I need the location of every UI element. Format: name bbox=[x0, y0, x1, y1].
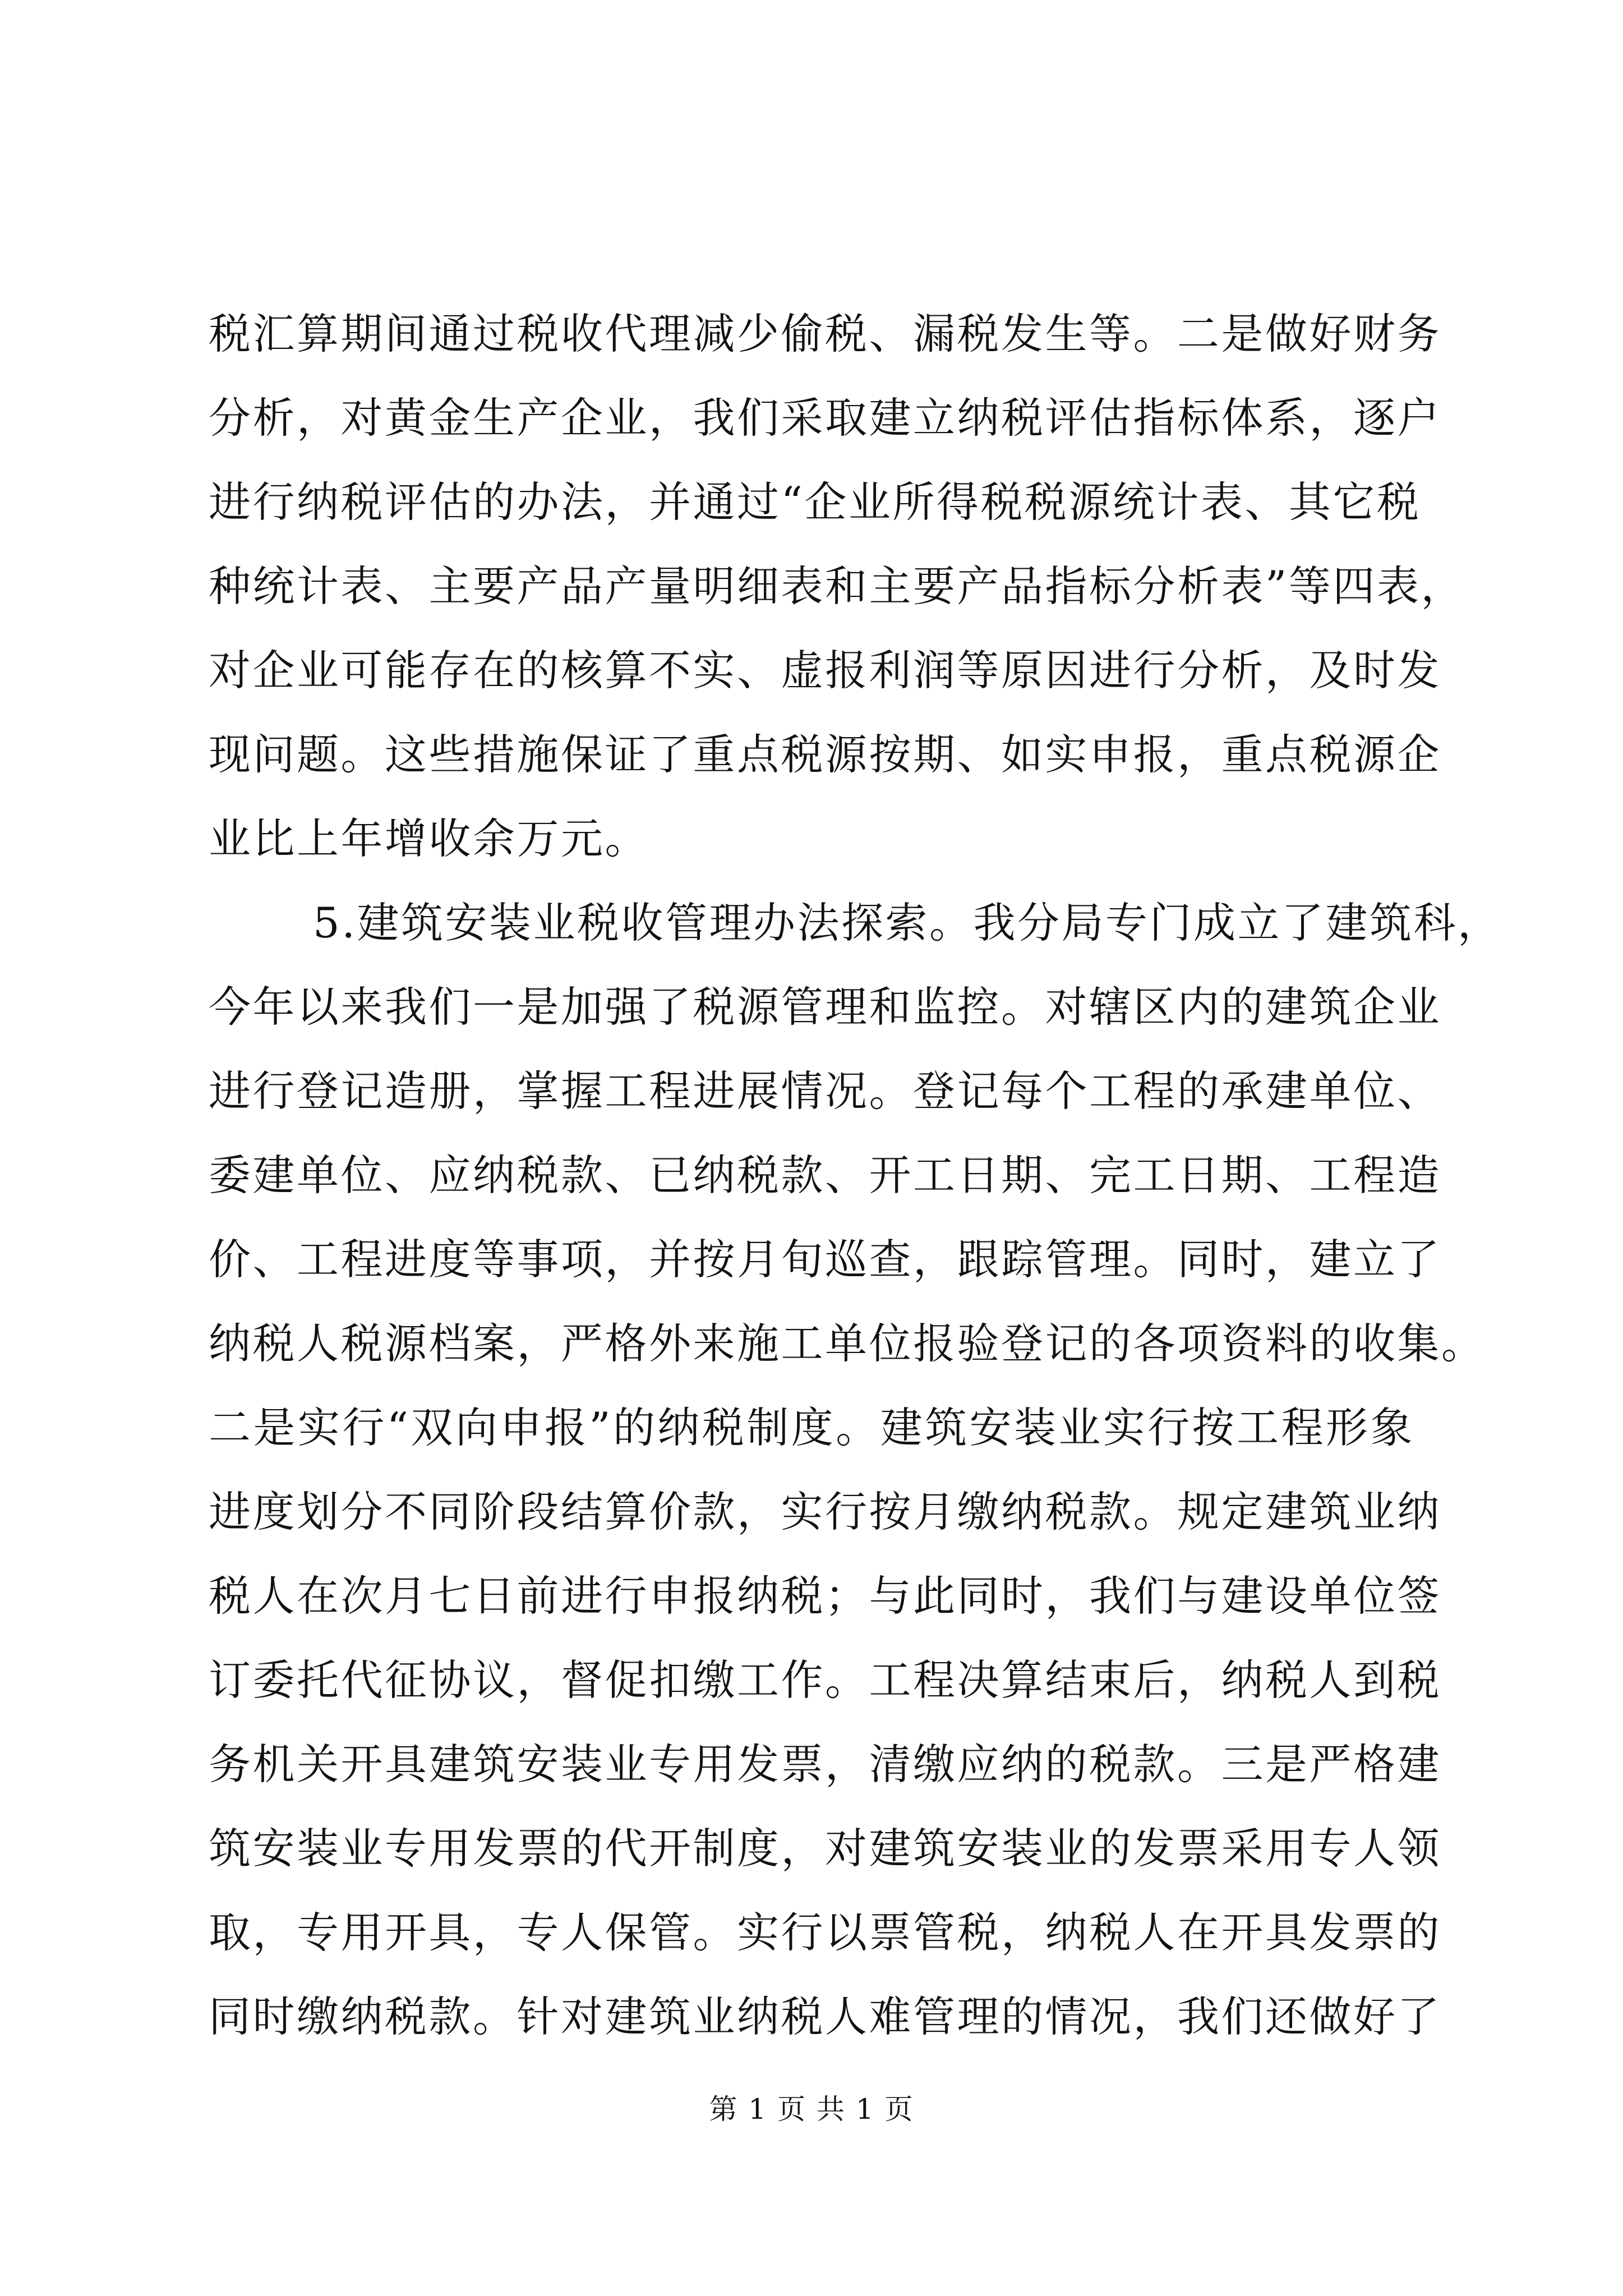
text-line: 业比上年增收余万元。 bbox=[209, 814, 649, 863]
text-line: 订委托代征协议，督促扣缴工作。工程决算结束后，纳税人到税 bbox=[209, 1655, 1442, 1705]
text-line: 筑安装业专用发票的代开制度，对建筑安装业的发票采用专人领 bbox=[209, 1824, 1442, 1873]
text-line: 税人在次月七日前进行申报纳税；与此同时，我们与建设单位签 bbox=[209, 1571, 1442, 1621]
text-line: 税汇算期间通过税收代理减少偷税、漏税发生等。二是做好财务 bbox=[209, 309, 1442, 358]
text-line: 今年以来我们一是加强了税源管理和监控。对辖区内的建筑企业 bbox=[209, 982, 1442, 1032]
text-line: 同时缴纳税款。针对建筑业纳税人难管理的情况，我们还做好了 bbox=[209, 1992, 1442, 2041]
text-line: 二是实行“双向申报”的纳税制度。建筑安装业实行按工程形象 bbox=[209, 1403, 1414, 1452]
text-line: 纳税人税源档案，严格外来施工单位报验登记的各项资料的收集。 bbox=[209, 1319, 1486, 1368]
text-line: 委建单位、应纳税款、已纳税款、开工日期、完工日期、工程造 bbox=[209, 1151, 1442, 1200]
document-body bbox=[209, 292, 1502, 2059]
text-line: 分析，对黄金生产企业，我们采取建立纳税评估指标体系，逐户 bbox=[209, 393, 1442, 443]
paragraph-start-line: 5.建筑安装业税收管理办法探索。我分局专门成立了建筑科， bbox=[313, 898, 1502, 947]
page-footer: 第 1 页 共 1 页 bbox=[709, 2093, 914, 2125]
text-line: 进度划分不同阶段结算价款，实行按月缴纳税款。规定建筑业纳 bbox=[209, 1487, 1442, 1536]
text-line: 进行登记造册，掌握工程进展情况。登记每个工程的承建单位、 bbox=[209, 1066, 1442, 1116]
text-line: 现问题。这些措施保证了重点税源按期、如实申报，重点税源企 bbox=[209, 730, 1442, 779]
text-line: 取，专用开具，专人保管。实行以票管税，纳税人在开具发票的 bbox=[209, 1908, 1442, 1957]
text-line: 进行纳税评估的办法，并通过“企业所得税税源统计表、其它税 bbox=[209, 477, 1421, 527]
text-line: 价、工程进度等事项，并按月旬巡查，跟踪管理。同时，建立了 bbox=[209, 1235, 1442, 1284]
text-line: 种统计表、主要产品产量明细表和主要产品指标分析表”等四表， bbox=[209, 562, 1465, 611]
text-line: 务机关开具建筑安装业专用发票，清缴应纳的税款。三是严格建 bbox=[209, 1740, 1442, 1789]
text-line: 对企业可能存在的核算不实、虚报利润等原因进行分析，及时发 bbox=[209, 646, 1442, 695]
